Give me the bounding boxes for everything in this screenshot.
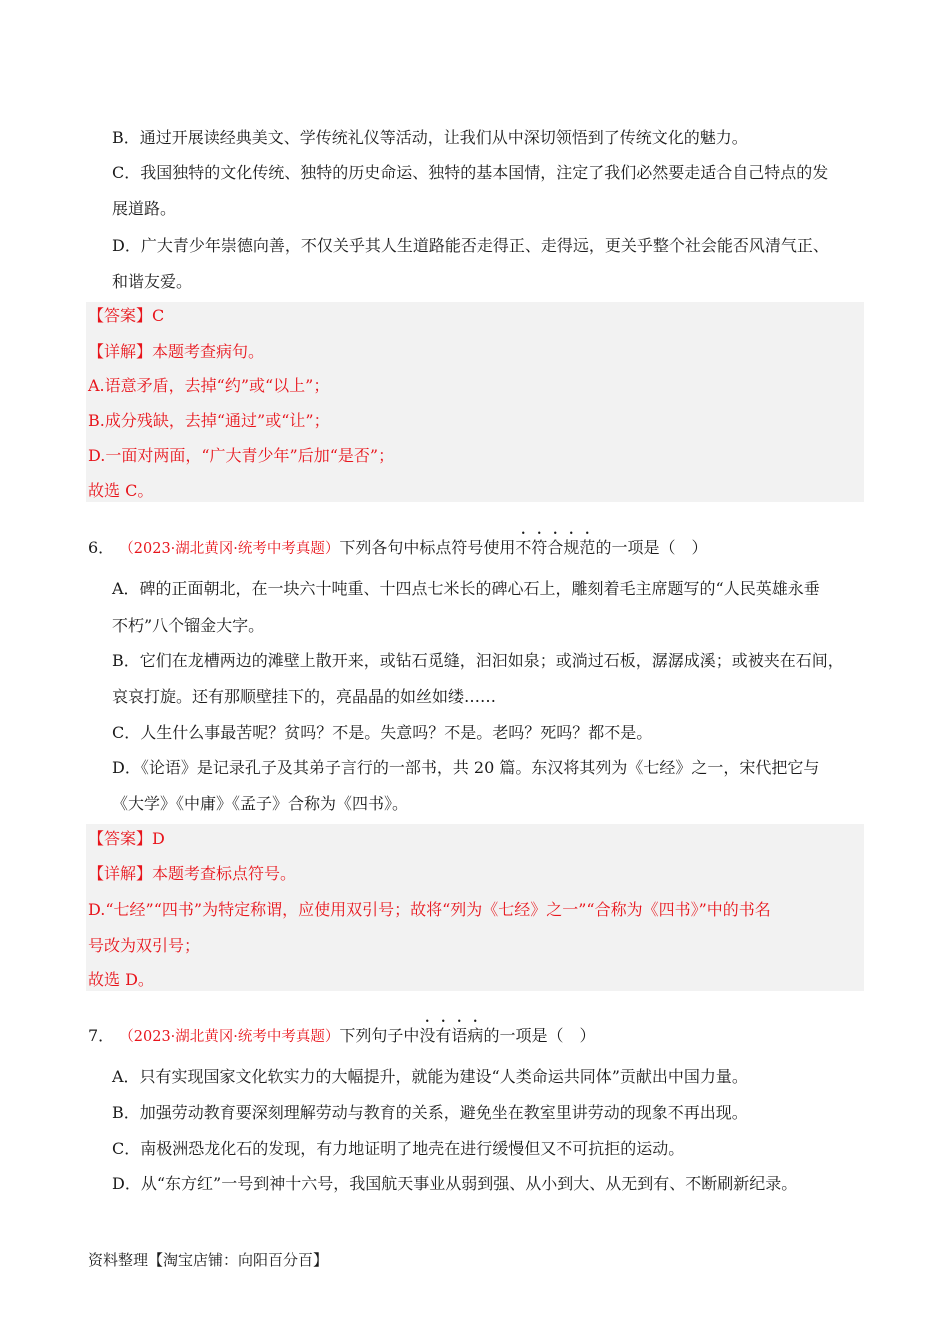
conclusion-prev: 故选 C。 bbox=[88, 481, 154, 500]
prev-option-c-cont: 展道路。 bbox=[112, 199, 177, 218]
prev-option-d: D．广大青少年崇德向善，不仅关乎其人生道路能否走得正、走得远，更关乎整个社会能否风清气正、 bbox=[112, 236, 829, 255]
q6-option-b: B．它们在龙槽两边的滩壁上散开来，或钻石觅缝，汩汩如泉；或淌过石板，潺潺成溪；或被夹在石间， bbox=[112, 651, 844, 670]
explain-a-prev: A.语意矛盾，去掉“约”或“以上”； bbox=[88, 376, 330, 395]
question-stem-post: 的一项是（ ） bbox=[483, 1026, 596, 1045]
question-7-stem bbox=[88, 1017, 595, 1047]
answer-block-prev bbox=[86, 302, 864, 502]
q6-option-c: C．人生什么事最苦呢？贫吗？不是。失意吗？不是。老吗？死吗？都不是。 bbox=[112, 723, 653, 742]
explain-head-prev: 【详解】本题考查病句。 bbox=[88, 342, 265, 361]
question-number: 7． bbox=[88, 1026, 115, 1045]
question-stem-pre: 下列句子中 bbox=[339, 1026, 420, 1045]
q7-option-c: C．南极洲恐龙化石的发现，有力地证明了地壳在进行缓慢但又不可抗拒的运动。 bbox=[112, 1139, 685, 1158]
question-stem-post: 的一项是（ ） bbox=[595, 538, 708, 557]
explain-head-q6: 【详解】本题考查标点符号。 bbox=[88, 864, 297, 883]
question-number: 6． bbox=[88, 538, 115, 557]
prev-option-c: C．我国独特的文化传统、独特的历史命运、独特的基本国情，注定了我们必然要走适合自己特点的发 bbox=[112, 163, 829, 182]
q6-option-d-cont: 《大学》《中庸》《孟子》合称为《四书》。 bbox=[112, 794, 409, 813]
explain-d-prev: D.一面对两面，“广大青少年”后加“是否”； bbox=[88, 446, 395, 465]
prev-option-d-cont: 和谐友爱。 bbox=[112, 272, 193, 291]
emphasis-text: 没有语病 bbox=[419, 1026, 484, 1045]
q7-option-d: D．从“东方红”一号到神十六号，我国航天事业从弱到强、从小到大、从无到有、不断刷新纪录。 bbox=[112, 1174, 798, 1193]
question-source: （2023·湖北黄冈·统考中考真题） bbox=[119, 541, 340, 557]
answer-label-prev: 【答案】C bbox=[88, 306, 165, 325]
question-stem-pre: 下列各句中标点符号使用 bbox=[339, 538, 516, 557]
page-footer: 资料整理【淘宝店铺：向阳百分百】 bbox=[88, 1251, 329, 1269]
explain-b-prev: B.成分残缺，去掉“通过”或“让”； bbox=[88, 411, 330, 430]
q6-option-b-cont: 哀哀打旋。还有那顺壁挂下的，亮晶晶的如丝如缕…… bbox=[112, 687, 497, 706]
question-source: （2023·湖北黄冈·统考中考真题） bbox=[119, 1029, 340, 1045]
explain-d-q6: D.“七经”“四书”为特定称谓，应使用双引号；故将“列为《七经》之一”“合称为《四书》”中的书名 bbox=[88, 900, 771, 919]
emphasis-text: 不符合规范 bbox=[515, 538, 596, 557]
q7-option-a: A．只有实现国家文化软实力的大幅提升，就能为建设“人类命运共同体”贡献出中国力量。 bbox=[112, 1067, 748, 1086]
q7-option-b: B．加强劳动教育要深刻理解劳动与教育的关系，避免坐在教室里讲劳动的现象不再出现。 bbox=[112, 1103, 748, 1122]
question-6-stem bbox=[88, 529, 707, 559]
q6-option-a: A．碑的正面朝北，在一块六十吨重、十四点七米长的碑心石上，雕刻着毛主席题写的“人民英雄永垂 bbox=[112, 579, 820, 598]
q6-option-a-cont: 不朽”八个镏金大字。 bbox=[112, 616, 265, 635]
explain-d-q6-cont: 号改为双引号； bbox=[88, 936, 201, 955]
q6-option-d: D．《论语》是记录孔子及其弟子言行的一部书，共 20 篇。东汉将其列为《七经》之一，宋代把它与 bbox=[112, 758, 820, 777]
answer-label-q6: 【答案】D bbox=[88, 829, 165, 848]
conclusion-q6: 故选 D。 bbox=[88, 970, 154, 989]
prev-option-b: B．通过开展读经典美文、学传统礼仪等活动，让我们从中深切领悟到了传统文化的魅力。 bbox=[112, 128, 748, 147]
